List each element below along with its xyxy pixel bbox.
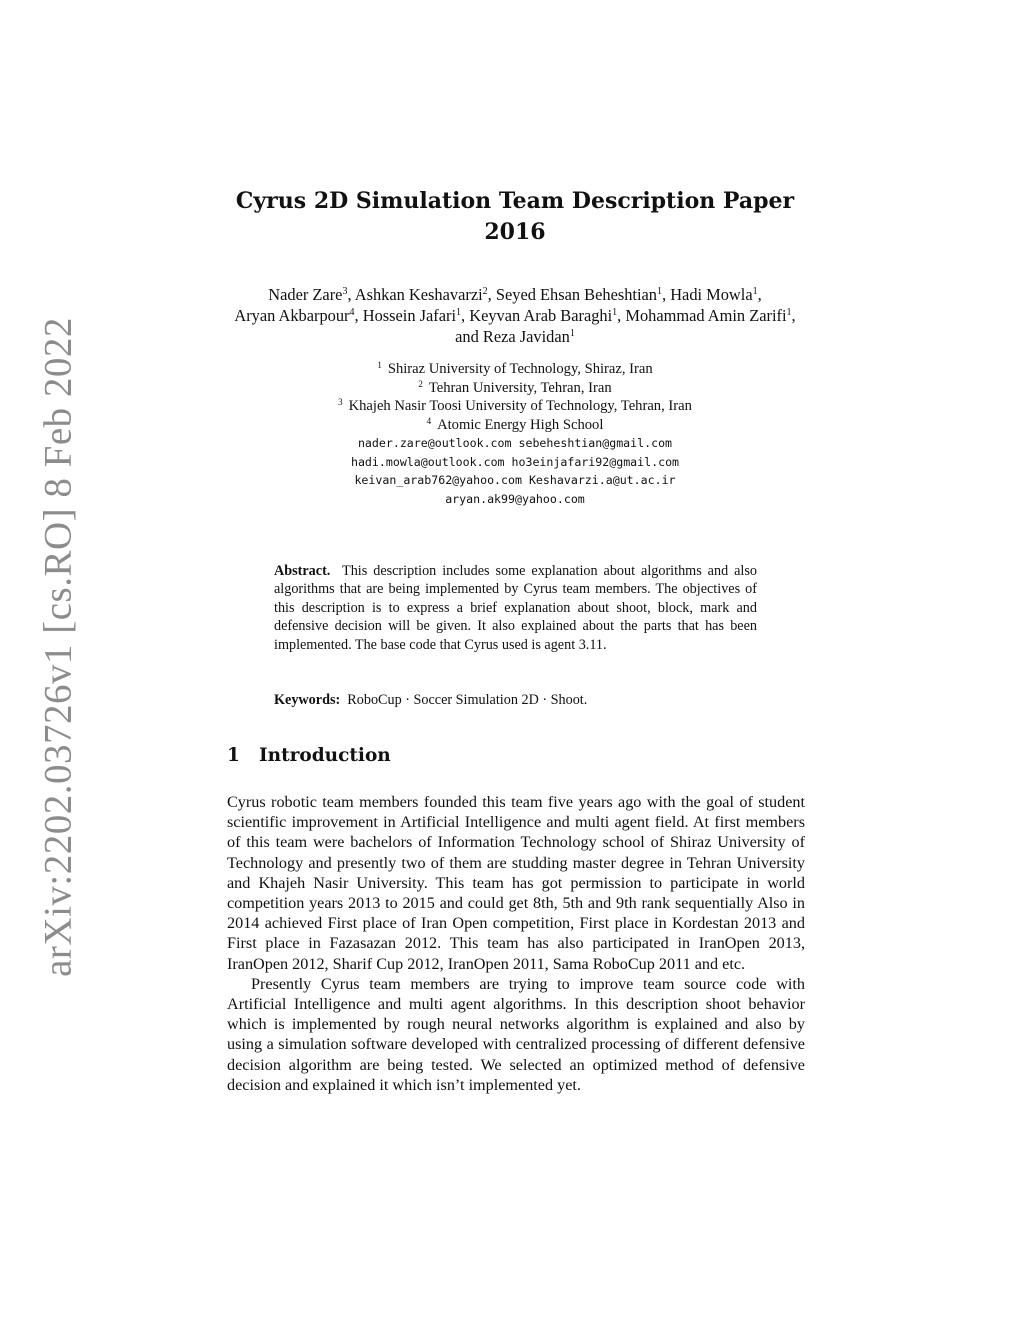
section-heading [227, 745, 391, 766]
author-affil-mark: 3 [342, 286, 348, 297]
paper-title [227, 186, 803, 248]
abstract-text: This description includes some explanation about algorithms and also algorithms that are being implemented by Cyrus team members. The objectives of this description is to express a brief explanation about shoot, block, mark and defensive decision will be given. It also explained about the parts that has been implemented. The base code that Cyrus used is agent 3.11. [274, 563, 757, 653]
author-affil-mark: 1 [569, 328, 575, 339]
author-name: Hossein Jafari [362, 306, 457, 325]
author-affil-mark: 1 [752, 286, 758, 297]
affiliation-line: $^4$ Atomic Energy High School [426, 415, 604, 433]
body-paragraph: Presently Cyrus team members are trying to improve team source code with Artificial Intelligence and multi agent algorithms. In this description shoot behavior which is implemented by rough neural networks algorithm is explained and also by using a simulation software developed with centralized processing of different defensive decision algorithm are being tested. We selected an optimized method of defensive decision and explained it which isn’t implemented yet. [227, 974, 805, 1094]
title-line: 2016 [484, 219, 546, 245]
email-line[interactable]: nader.zare@outlook.com sebeheshtian@gmail.com [357, 436, 673, 450]
email-line[interactable]: keivan_arab762@yahoo.com Keshavarzi.a@ut.ac.ir [354, 473, 676, 487]
keywords-label: Keywords: [274, 692, 341, 708]
author-affil-mark: 1 [456, 307, 462, 318]
section-body [227, 792, 805, 1095]
section-title: Introduction [259, 745, 391, 766]
author-list: Nader Zare$^3$, Ashkan Keshavarzi$^2$, Seyed Ehsan Beheshtian$^1$, Hadi Mowla$^1$, Aryan Akbarpour$^4$, Hossein Jafari$^1$, Keyvan Arab Baraghi$^1$, Mohammad Amin Zarifi$^1$, and Reza Javidan$^1$ [234, 285, 796, 346]
author-affil-mark: 1 [786, 307, 792, 318]
section-number: 1 [227, 745, 240, 766]
author-name: Reza Javidan [482, 327, 570, 346]
email-line[interactable]: hadi.mowla@outlook.com ho3einjafari92@gmail.com [350, 454, 680, 469]
abstract-label: Abstract. [274, 563, 331, 579]
affiliation-line: $^1$ Shiraz University of Technology, Shiraz, Iran [377, 360, 653, 377]
keywords-text: RoboCup · Soccer Simulation 2D · Shoot. [347, 692, 588, 708]
abstract [274, 562, 757, 654]
affiliation-line: $^2$ Tehran University, Tehran, Iran [418, 378, 612, 396]
author-name: Keyvan Arab Baraghi [469, 306, 613, 325]
keywords [274, 691, 757, 709]
affiliation-line: $^3$ Khajeh Nasir Toosi University of Technology, Tehran, Iran [338, 397, 692, 414]
body-paragraph: Cyrus robotic team members founded this team five years ago with the goal of student scientific improvement in Artificial Intelligence and multi agent field. At first members of this team were bachelors of Information Technology school of Shiraz University of Technology and presently two of them are studding master degree in Tehran University and Khajeh Nasir University. This team has got permission to participate in world competition years 2013 to 2015 and could get 8th, 5th and 9th rank sequentially Also in 2014 achieved First place of Iran Open competition, First place in Kordestan 2013 and First place in Fazasazan 2012. This team has also participated in IranOpen 2013, IranOpen 2012, Sharif Cup 2012, IranOpen 2011, Sama RoboCup 2011 and etc. [227, 793, 805, 973]
author-affil-mark: 2 [482, 286, 488, 297]
author-name: Nader Zare [268, 285, 343, 304]
author-affil-mark: 1 [612, 307, 618, 318]
email-line[interactable]: aryan.ak99@yahoo.com [445, 491, 585, 506]
author-name: Seyed Ehsan Beheshtian [495, 285, 657, 304]
author-affil-mark: 4 [349, 307, 355, 318]
author-name: Ashkan Keshavarzi [354, 285, 483, 304]
affiliation-block [227, 360, 803, 508]
author-name: Hadi Mowla [670, 285, 753, 304]
author-name: Mohammad Amin Zarifi [625, 306, 787, 325]
arxiv-identifier: arXiv:2202.03726v1 [cs.RO] 8 Feb 2022 [36, 317, 80, 977]
author-affil-mark: 1 [657, 286, 662, 297]
author-name: Aryan Akbarpour [234, 306, 350, 325]
title-line: Cyrus 2D Simulation Team Description Paper [235, 188, 795, 214]
